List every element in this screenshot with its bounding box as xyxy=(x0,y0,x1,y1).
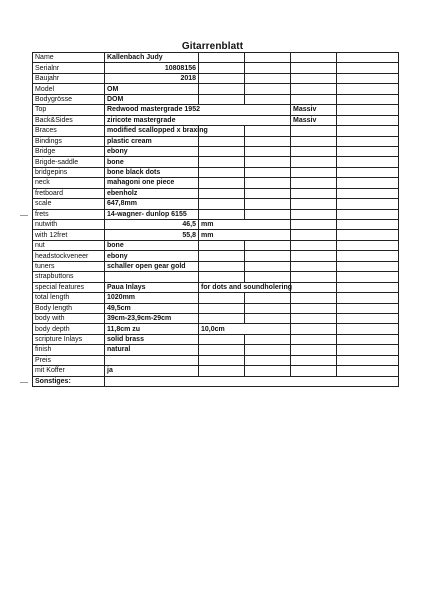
spec-value: 39cm-23,9cm-29cm xyxy=(105,313,199,323)
empty-cell xyxy=(199,209,245,219)
spec-label: Baujahr xyxy=(33,73,105,83)
empty-cell xyxy=(337,355,399,365)
spec-label: Bodygrösse xyxy=(33,94,105,104)
empty-cell xyxy=(291,84,337,94)
empty-cell xyxy=(245,209,291,219)
empty-cell xyxy=(245,63,291,73)
empty-cell xyxy=(245,261,291,271)
empty-cell xyxy=(245,188,291,198)
empty-cell xyxy=(337,251,399,261)
empty-cell xyxy=(291,199,337,209)
empty-cell xyxy=(291,178,337,188)
spec-label: body with xyxy=(33,313,105,323)
spec-row xyxy=(33,345,399,355)
spec-label: frets xyxy=(33,209,105,219)
spec-value: DOM xyxy=(105,94,199,104)
empty-cell xyxy=(291,251,337,261)
spec-row xyxy=(33,63,399,73)
spec-value: Kallenbach Judy xyxy=(105,53,199,63)
spec-rows xyxy=(33,53,399,377)
spec-row xyxy=(33,84,399,94)
spec-value: 2018 xyxy=(105,73,199,83)
empty-cell xyxy=(337,345,399,355)
empty-cell xyxy=(245,355,291,365)
empty-cell xyxy=(291,272,337,282)
spec-label: Back&Sides xyxy=(33,115,105,125)
spec-unit: mm xyxy=(199,230,291,240)
spec-row xyxy=(33,178,399,188)
spec-value: 46,5 xyxy=(105,220,199,230)
spec-label: Brigde-saddle xyxy=(33,157,105,167)
spec-row xyxy=(33,355,399,365)
empty-cell xyxy=(291,63,337,73)
empty-cell xyxy=(245,272,291,282)
spec-value: modified scallopped x braxing xyxy=(105,126,199,136)
empty-cell xyxy=(245,73,291,83)
spec-row xyxy=(33,366,399,376)
spec-label: Bindings xyxy=(33,136,105,146)
empty-cell xyxy=(199,345,245,355)
empty-cell xyxy=(199,251,245,261)
empty-cell xyxy=(337,261,399,271)
empty-cell xyxy=(245,345,291,355)
spec-label: body depth xyxy=(33,324,105,334)
spec-value: ja xyxy=(105,366,199,376)
margin-mark xyxy=(20,215,28,216)
empty-cell xyxy=(291,136,337,146)
empty-cell xyxy=(291,73,337,83)
spec-row xyxy=(33,53,399,63)
spec-value: ziricote mastergrade xyxy=(105,115,291,125)
empty-cell xyxy=(337,94,399,104)
spec-label: Serialnr xyxy=(33,63,105,73)
spec-value: solid brass xyxy=(105,334,199,344)
spec-value: natural xyxy=(105,345,199,355)
sonstiges-label: Sonstiges: xyxy=(33,376,105,386)
spec-value xyxy=(105,272,199,282)
empty-cell xyxy=(337,157,399,167)
empty-cell xyxy=(199,94,245,104)
spec-value: OM xyxy=(105,84,199,94)
empty-cell xyxy=(245,94,291,104)
spec-row xyxy=(33,293,399,303)
spec-value: Redwood mastergrade 1952 xyxy=(105,105,291,115)
empty-cell xyxy=(291,94,337,104)
empty-cell xyxy=(245,146,291,156)
spec-label: neck xyxy=(33,178,105,188)
empty-cell xyxy=(199,84,245,94)
empty-cell xyxy=(291,293,337,303)
spec-row xyxy=(33,251,399,261)
spec-label: total length xyxy=(33,293,105,303)
spec-label: mit Koffer xyxy=(33,366,105,376)
spec-value: 55,8 xyxy=(105,230,199,240)
empty-cell xyxy=(337,105,399,115)
empty-cell xyxy=(337,126,399,136)
spec-label: headstockveneer xyxy=(33,251,105,261)
spec-label: nutwith xyxy=(33,220,105,230)
empty-cell xyxy=(291,157,337,167)
empty-cell xyxy=(199,293,245,303)
spec-label: Body length xyxy=(33,303,105,313)
spec-value: mahagoni one piece xyxy=(105,178,199,188)
empty-cell xyxy=(291,53,337,63)
empty-cell xyxy=(337,167,399,177)
empty-cell xyxy=(337,230,399,240)
empty-cell xyxy=(199,355,245,365)
empty-cell xyxy=(337,324,399,334)
empty-cell xyxy=(245,126,291,136)
empty-cell xyxy=(337,272,399,282)
empty-cell xyxy=(337,293,399,303)
spec-value: 1020mm xyxy=(105,293,199,303)
empty-cell xyxy=(291,334,337,344)
empty-cell xyxy=(245,313,291,323)
spec-row xyxy=(33,272,399,282)
spec-value: 14-wagner- dunlop 6155 xyxy=(105,209,199,219)
spec-value: ebony xyxy=(105,251,199,261)
empty-cell xyxy=(245,136,291,146)
spec-label: fretboard xyxy=(33,188,105,198)
spec-label: nut xyxy=(33,240,105,250)
spec-row xyxy=(33,313,399,323)
spec-row xyxy=(33,282,399,292)
empty-cell xyxy=(337,146,399,156)
spec-row xyxy=(33,324,399,334)
empty-cell xyxy=(245,293,291,303)
spec-label: Top xyxy=(33,105,105,115)
spec-value: 49,5cm xyxy=(105,303,199,313)
spec-value: ebenholz xyxy=(105,188,199,198)
spec-extra: Massiv xyxy=(291,115,337,125)
spec-label: strapbuttons xyxy=(33,272,105,282)
empty-cell xyxy=(199,136,245,146)
empty-cell xyxy=(337,303,399,313)
empty-cell xyxy=(337,136,399,146)
spec-extra: Massiv xyxy=(291,105,337,115)
empty-cell xyxy=(291,167,337,177)
empty-cell xyxy=(245,334,291,344)
spec-value: 10808156 xyxy=(105,63,199,73)
spec-value: bone xyxy=(105,240,199,250)
spec-row xyxy=(33,73,399,83)
spec-row xyxy=(33,136,399,146)
spec-value xyxy=(105,355,199,365)
spec-unit: for dots and soundholering xyxy=(199,282,291,292)
guitar-spec-table xyxy=(32,52,399,387)
empty-cell xyxy=(337,73,399,83)
spec-row xyxy=(33,167,399,177)
empty-cell xyxy=(291,220,337,230)
empty-cell xyxy=(337,240,399,250)
empty-cell xyxy=(245,251,291,261)
empty-cell xyxy=(337,53,399,63)
empty-cell xyxy=(291,324,337,334)
empty-cell xyxy=(245,366,291,376)
empty-cell xyxy=(245,199,291,209)
empty-cell xyxy=(337,209,399,219)
empty-cell xyxy=(337,178,399,188)
empty-cell xyxy=(291,240,337,250)
spec-row xyxy=(33,230,399,240)
empty-cell xyxy=(245,303,291,313)
spec-row xyxy=(33,199,399,209)
spec-value: bone xyxy=(105,157,199,167)
spec-value: bone black dots xyxy=(105,167,199,177)
spec-row xyxy=(33,94,399,104)
empty-cell xyxy=(199,199,245,209)
sonstiges-row xyxy=(33,376,399,386)
spec-row xyxy=(33,334,399,344)
spec-label: Braces xyxy=(33,126,105,136)
spec-row xyxy=(33,220,399,230)
empty-cell xyxy=(291,282,337,292)
empty-cell xyxy=(291,345,337,355)
empty-cell xyxy=(199,53,245,63)
empty-cell xyxy=(199,313,245,323)
empty-cell xyxy=(245,178,291,188)
empty-cell xyxy=(199,366,245,376)
spec-unit: mm xyxy=(199,220,291,230)
empty-cell xyxy=(199,63,245,73)
spec-value: Paua Inlays xyxy=(105,282,199,292)
spec-row xyxy=(33,303,399,313)
spec-label: scale xyxy=(33,199,105,209)
sonstiges-notes-area[interactable] xyxy=(105,376,399,386)
spec-value: 11,8cm zu xyxy=(105,324,199,334)
spec-label: Name xyxy=(33,53,105,63)
empty-cell xyxy=(337,366,399,376)
spec-label: Model xyxy=(33,84,105,94)
empty-cell xyxy=(199,178,245,188)
spec-label: Bridge xyxy=(33,146,105,156)
spec-row xyxy=(33,240,399,250)
spec-label: bridgepins xyxy=(33,167,105,177)
empty-cell xyxy=(291,209,337,219)
empty-cell xyxy=(291,313,337,323)
empty-cell xyxy=(245,157,291,167)
empty-cell xyxy=(199,303,245,313)
empty-cell xyxy=(337,188,399,198)
spec-label: scripture Inlays xyxy=(33,334,105,344)
empty-cell xyxy=(199,73,245,83)
empty-cell xyxy=(199,188,245,198)
spec-label: finish xyxy=(33,345,105,355)
empty-cell xyxy=(245,240,291,250)
spec-label: with 12fret xyxy=(33,230,105,240)
spec-label: tuners xyxy=(33,261,105,271)
empty-cell xyxy=(245,53,291,63)
empty-cell xyxy=(199,157,245,167)
spec-row xyxy=(33,105,399,115)
spec-value: 647,8mm xyxy=(105,199,199,209)
empty-cell xyxy=(291,188,337,198)
empty-cell xyxy=(291,126,337,136)
empty-cell xyxy=(245,84,291,94)
spec-row xyxy=(33,188,399,198)
empty-cell xyxy=(245,167,291,177)
empty-cell xyxy=(337,313,399,323)
empty-cell xyxy=(291,366,337,376)
empty-cell xyxy=(337,115,399,125)
spec-row xyxy=(33,209,399,219)
empty-cell xyxy=(337,334,399,344)
empty-cell xyxy=(337,63,399,73)
spec-row xyxy=(33,146,399,156)
spec-row xyxy=(33,115,399,125)
empty-cell xyxy=(291,230,337,240)
spec-row xyxy=(33,126,399,136)
empty-cell xyxy=(199,240,245,250)
empty-cell xyxy=(291,355,337,365)
spec-value: ebony xyxy=(105,146,199,156)
empty-cell xyxy=(291,303,337,313)
empty-cell xyxy=(337,282,399,292)
empty-cell xyxy=(337,220,399,230)
spec-value: plastic cream xyxy=(105,136,199,146)
empty-cell xyxy=(199,261,245,271)
spec-label: special features xyxy=(33,282,105,292)
spec-label: Preis xyxy=(33,355,105,365)
empty-cell xyxy=(199,272,245,282)
spec-unit: 10,0cm xyxy=(199,324,291,334)
empty-cell xyxy=(291,146,337,156)
sheet-title: Gitarrenblatt xyxy=(181,41,244,52)
spec-row xyxy=(33,157,399,167)
empty-cell xyxy=(199,334,245,344)
empty-cell xyxy=(337,84,399,94)
empty-cell xyxy=(199,146,245,156)
empty-cell xyxy=(337,199,399,209)
spec-row xyxy=(33,261,399,271)
margin-mark xyxy=(20,382,28,383)
spec-value: schaller open gear gold xyxy=(105,261,199,271)
empty-cell xyxy=(291,261,337,271)
empty-cell xyxy=(199,167,245,177)
